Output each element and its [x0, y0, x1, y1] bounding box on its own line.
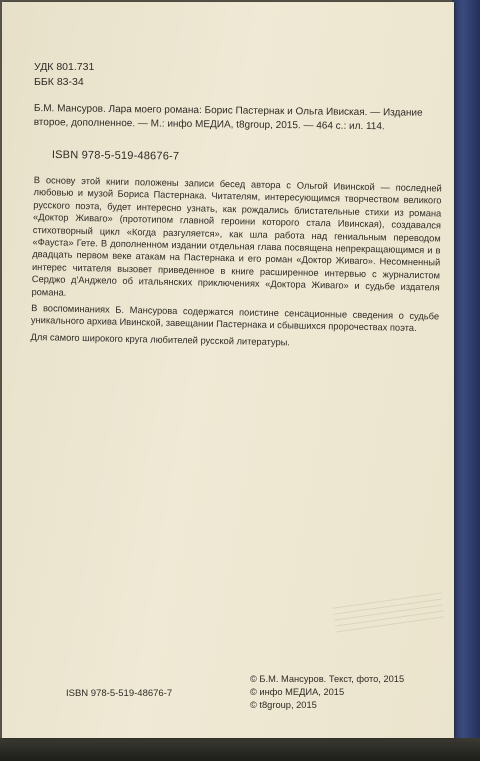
copyright-block — [250, 673, 404, 712]
isbn-bottom: ISBN 978-5-519-48676-7 — [66, 688, 173, 699]
book-cover-edge — [452, 0, 480, 761]
bibliographic-record: Б.М. Мансуров. Лара моего романа: Борис Пастернак и Ольга Ивиская. — Издание второе, дополненное. — М.: инфо МЕДИА, t8group, 2015. — 464 с.: ил. 114. — [33, 102, 423, 132]
copyright-line-group: © t8group, 2015 — [250, 700, 317, 710]
copyright-line-author: © Б.М. Мансуров. Текст, фото, 2015 — [250, 674, 405, 684]
book-page — [2, 2, 454, 738]
bbk-code: ББК 83-34 — [34, 76, 84, 88]
annotation-paragraph-1: В основу этой книги положены записи бесед автора с Ольгой Ивинской — последней любовью и музой Бориса Пастернака. Читателям, интересующимся творчеством великого русского поэта, будет интересно узнать, как рождались блистательные стихи из романа «Доктор Живаго» (прототипом главной героини которого стала Ивинская), создавался стихотворный цикл «Когда разгуляется», как шла работа над гениальным переводом «Фауста» Гете. В дополненном издании отдельная глава посвящена непрекращающимся и в двадцать первом веке атакам на Пастернака и его роман «Доктор Живаго». Несомненный интерес читателя вызовет приведенное в книге расширенное интервью с журналистом Серджо д'Анджело об итальянских приключениях «Доктора Живаго» и судьбе издателя романа. — [31, 174, 442, 298]
table-surface — [0, 738, 480, 761]
udk-code: УДК 801.731 — [34, 61, 95, 73]
show-through-text — [332, 592, 445, 637]
classification-codes — [34, 60, 94, 90]
annotation-paragraph-3: Для самого широкого круга любителей русской литературы. — [30, 331, 291, 348]
annotation — [30, 174, 441, 352]
isbn-top: ISBN 978-5-519-48676-7 — [51, 149, 180, 163]
annotation-paragraph-2: В воспоминаниях Б. Мансурова содержатся поистине сенсационные сведения о судьбе уникального архива Ивинской, завещании Пастернака и сбывшихся пророчествах поэта. — [30, 303, 440, 334]
copyright-line-publisher: © инфо МЕДИА, 2015 — [250, 687, 345, 697]
